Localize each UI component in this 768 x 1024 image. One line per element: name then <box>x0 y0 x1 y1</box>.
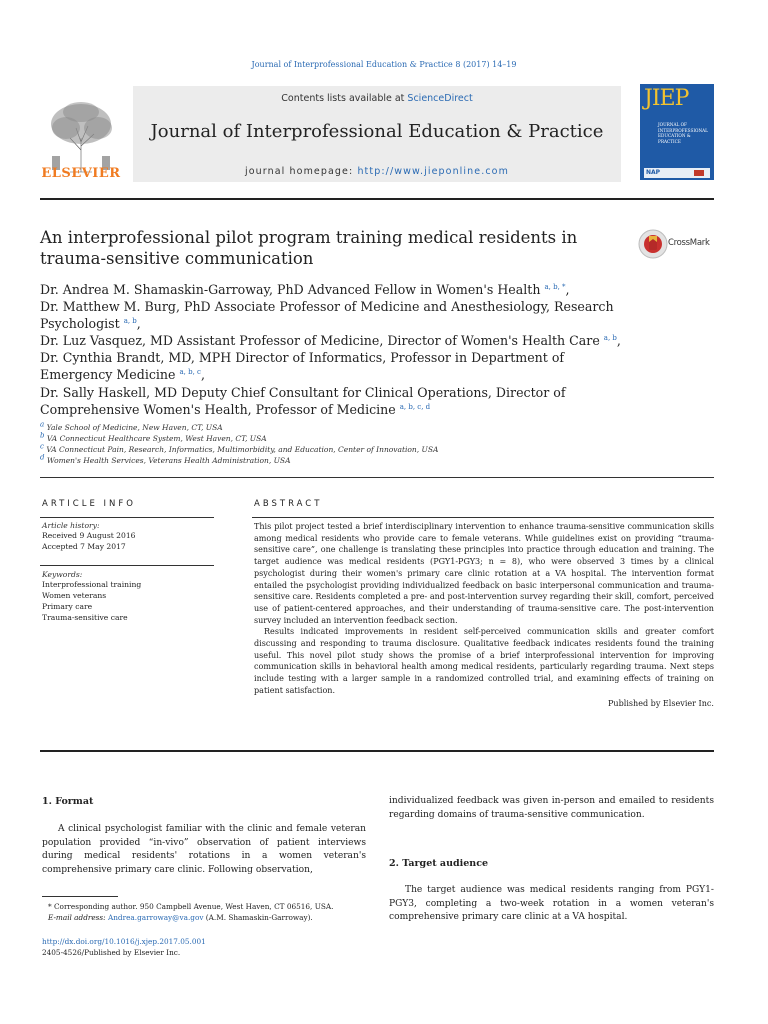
affiliation-item <box>40 422 640 433</box>
right-column-text: individualized feedback was given in-person and emailed to residents regarding domains of trauma-sensitive communication. <box>389 796 714 820</box>
section-1-heading: 1. Format <box>42 796 94 807</box>
author-3 <box>40 332 630 349</box>
affiliation-text: VA Connecticut Pain, Research, Informatics, Multimorbidity, and Education, Center of Innovation, USA <box>46 445 439 454</box>
header-divider <box>40 198 714 200</box>
keyword-item: Interprofessional training <box>42 580 142 589</box>
contents-prefix: Contents lists available at <box>281 93 408 104</box>
author-name: Dr. Sally Haskell, MD Deputy Chief Consultant for Clinical Operations, Director of Comprehensive Women's Health, Professor of Medicine <box>40 384 566 417</box>
affiliation-text: VA Connecticut Healthcare System, West Haven, CT, USA <box>46 434 267 443</box>
keywords-rule <box>40 565 214 566</box>
doi-block <box>42 937 366 958</box>
affiliation-key: d <box>40 453 45 462</box>
homepage-prefix: journal homepage: <box>245 166 358 177</box>
affiliation-text: Women's Health Services, Veterans Health Administration, USA <box>46 456 291 465</box>
journal-citation[interactable]: Journal of Interprofessional Education & Practice 8 (2017) 14–19 <box>251 60 517 69</box>
author-4 <box>40 349 630 383</box>
publisher-note: Published by Elsevier Inc. <box>608 698 714 708</box>
abstract-paragraph: Results indicated improvements in resident self-perceived communication skills and greater comfort discussing and responding to trauma disclosure. Qualitative feedback indicates residents found the training useful. This novel pilot study shows the promise of a brief interprofessional intervention for improving communication skills in behavioral health among medical residents, particularly regarding trauma. Next steps include testing with a larger sample in a randomized controlled trial, and examining effects of training on patient satisfaction. <box>254 627 714 695</box>
author-name: Dr. Luz Vasquez, MD Assistant Professor of Medicine, Director of Women's Health Care <box>40 333 604 349</box>
author-name: Dr. Matthew M. Burg, PhD Associate Professor of Medicine and Anesthesiology, Research Psychologist <box>40 299 614 332</box>
author-name: Dr. Cynthia Brandt, MD, MPH Director of Informatics, Professor in Department of Emergency Medicine <box>40 350 565 383</box>
contents-line <box>133 93 621 104</box>
article-info-heading: ARTICLE INFO <box>42 499 136 509</box>
keyword-item: Primary care <box>42 602 93 611</box>
affiliation-text: Yale School of Medicine, New Haven, CT, USA <box>46 423 223 432</box>
cover-subtitle: JOURNAL OF INTERPROFESSIONAL EDUCATION & PRACTICE <box>658 122 708 144</box>
author-2 <box>40 298 630 332</box>
issn-line: 2405-4526/Published by Elsevier Inc. <box>42 947 181 957</box>
email-link[interactable]: Andrea.garroway@va.gov <box>107 912 204 922</box>
doi-link[interactable]: http://dx.doi.org/10.1016/j.xjep.2017.05.001 <box>42 937 206 946</box>
elsevier-wordmark[interactable]: ELSEVIER <box>41 166 121 181</box>
author-affiliation-refs[interactable]: a, b <box>123 317 137 325</box>
affiliation-key: c <box>40 442 44 451</box>
corresponding-author-note <box>48 902 366 923</box>
author-separator: , <box>565 282 570 297</box>
section-2-text: The target audience was medical residents ranging from PGY1-PGY3, completing a two-week rotation in a women veteran's comprehensive primary care clinic at a VA hospital. <box>389 885 714 922</box>
author-5 <box>40 384 630 418</box>
author-affiliation-refs[interactable]: a, b, c <box>179 368 201 377</box>
affiliation-item <box>40 455 640 466</box>
author-separator: , <box>136 316 141 332</box>
author-affiliation-refs[interactable]: a, b <box>603 334 617 343</box>
received-date: Received 9 August 2016 <box>42 531 136 540</box>
author-affiliation-refs[interactable]: a, b, c, d <box>399 402 431 411</box>
abstract-paragraph: This pilot project tested a brief interdisciplinary intervention to enhance trauma-sensitive communication skills among medical residents who provide care to female veterans. While guidelines exist on providing “trauma-sensitive care”, one challenge is translating these principles into practice through education and training. The target audience was medical residents (PGY1-PGY3; n = 8), who were observed 3 times by a clinical psychologist during their women's primary care clinic rotation at a VA hospital. The intervention format entailed the psychologist providing individualized feedback on basic interpersonal communication and trauma-sensitive care. Residents completed a pre- and post-intervention survey regarding their skill, comfort, perceived use of patient-centered approaches, and their understanding of trauma-sensitive care. The post-intervention survey included an intervention feedback section. <box>254 522 714 625</box>
email-label: E-mail address: <box>48 912 108 922</box>
corresponding-author: * Corresponding author. 950 Campbell Avenue, West Haven, CT 06516, USA. <box>48 902 334 911</box>
author-separator: , <box>200 367 205 383</box>
keyword-item: Trauma-sensitive care <box>42 613 128 622</box>
author-separator: , <box>616 333 621 349</box>
author-1 <box>40 281 630 298</box>
cover-accent <box>694 170 704 176</box>
affiliation-item <box>40 444 640 455</box>
affiliation-key: b <box>40 431 45 440</box>
article-history <box>42 521 214 552</box>
keywords-label: Keywords: <box>42 570 83 579</box>
abstract-divider <box>40 750 714 752</box>
cover-title: JIEP <box>644 86 689 111</box>
affiliation-divider <box>40 477 714 478</box>
author-affiliation-refs[interactable]: a, b, * <box>544 282 566 291</box>
section-2-heading: 2. Target audience <box>389 858 489 869</box>
homepage-link[interactable]: http://www.jieponline.com <box>357 166 509 177</box>
article-info-rule <box>40 517 214 518</box>
abstract-body <box>254 521 714 709</box>
affiliation-item <box>40 433 640 444</box>
accepted-date: Accepted 7 May 2017 <box>42 542 126 551</box>
journal-cover[interactable] <box>640 84 714 180</box>
affiliation-list <box>40 422 640 466</box>
cover-badge: NAP <box>646 169 661 176</box>
crossmark-label[interactable]: CrossMark <box>668 238 710 248</box>
author-name: Dr. Andrea M. Shamaskin-Garroway, PhD Advanced Fellow in Women's Health <box>40 282 545 297</box>
author-list <box>40 281 630 418</box>
abstract-rule <box>252 517 714 518</box>
keyword-item: Women veterans <box>42 591 107 600</box>
footnote-rule <box>42 896 118 897</box>
email-suffix: (A.M. Shamaskin-Garroway). <box>203 912 313 922</box>
history-label: Article history: <box>42 521 100 530</box>
homepage-line <box>133 166 621 177</box>
article-title: An interprofessional pilot program training medical residents in trauma-sensitive communication <box>40 228 578 268</box>
journal-title: Journal of Interprofessional Education & Practice <box>150 121 604 142</box>
keywords-block <box>42 570 214 623</box>
email-line <box>48 913 366 924</box>
sciencedirect-link[interactable]: ScienceDirect <box>407 93 473 104</box>
section-1-text: A clinical psychologist familiar with the clinic and female veteran population provided “in-vivo” observation of patient interviews during medical residents' rotations in a women veteran's comprehensive primary care clinic. Following observation, <box>42 824 366 875</box>
affiliation-key: a <box>40 420 45 429</box>
abstract-heading: ABSTRACT <box>254 499 323 509</box>
